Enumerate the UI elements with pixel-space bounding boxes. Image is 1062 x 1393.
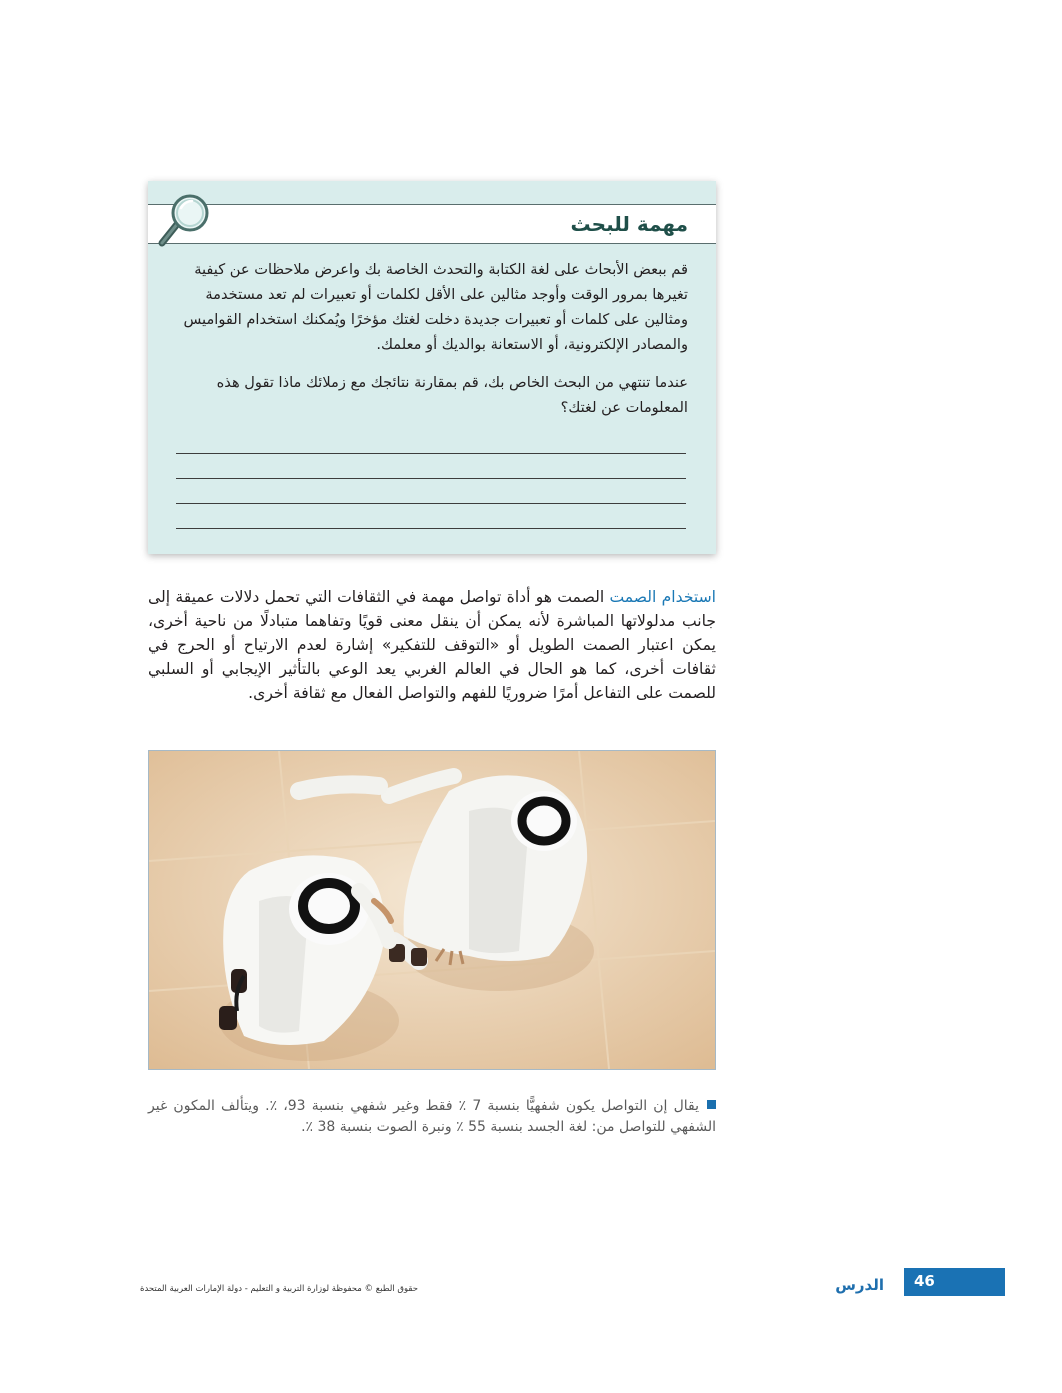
answer-line[interactable] <box>176 503 686 504</box>
magnifier-icon <box>152 191 212 251</box>
task-instructions: قم ببعض الأبحاث على لغة الكتابة والتحدث الخاصة بك واعرض ملاحظات عن كيفية تغيرها بمرور الوقت وأوجد مثالين على الأقل لكلمات أو تعبيرات لم تعد مستخدمة ومثالين على كلمات أو تعبيرات جديدة دخلت لغتك مؤخرًا ويُمكنك استخدام القواميس والمصادر الإلكترونية، أو الاستعانة بوالديك أو معلمك. <box>183 261 688 353</box>
task-header <box>148 204 716 244</box>
caption-text: يقال إن التواصل يكون شفهيًّا بنسبة 7 ٪ فقط وغير شفهي بنسبة 93، ٪. ويتألف المكون غير الشفهي للتواصل من: لغة الجسد بنسبة 55 ٪ ونبرة الصوت بنسبة 38 ٪. <box>148 1098 716 1135</box>
answer-line[interactable] <box>176 528 686 529</box>
answer-line[interactable] <box>176 478 686 479</box>
footer-copyright: حقوق الطبع © محفوظة لوزارة التربية و التعليم - دولة الإمارات العربية المتحدة <box>140 1284 418 1294</box>
body-text: الصمت هو أداة تواصل مهمة في الثقافات التي تحمل دلالات عميقة إلى جانب مدلولاتها المباشرة لأنه يمكن أن ينقل معنى قويًا وتفاهما متبادلًا من ناحية أخرى، يمكن اعتبار الصمت الطويل أو «التوقف للتفكير» إشارة لعدم الارتياح أو الحرج في ثقافات أخرى، كما هو الحال في العالم الغربي يعد الوعي بالتأثير الإيجابي أو السلبي للصمت على التفاعل أمرًا ضروريًا للفهم والتواصل الفعال مع ثقافة أخرى. <box>148 588 716 702</box>
page-number: 46 <box>914 1272 935 1290</box>
photo-caption <box>148 1096 716 1138</box>
footer-lesson-label: الدرس <box>835 1276 884 1294</box>
body-heading: استخدام الصمت <box>609 588 716 606</box>
task-question: عندما تنتهي من البحث الخاص بك، قم بمقارنة نتائجك مع زملائك ماذا تقول هذه المعلومات عن لغتك؟ <box>216 374 688 416</box>
photo-two-men-greeting <box>148 750 716 1070</box>
body-paragraph <box>148 585 716 705</box>
research-task-box <box>148 181 716 554</box>
bullet-icon <box>707 1100 716 1109</box>
task-title: مهمة للبحث <box>570 212 688 236</box>
answer-line[interactable] <box>176 453 686 454</box>
page-number-tab <box>904 1268 1005 1296</box>
